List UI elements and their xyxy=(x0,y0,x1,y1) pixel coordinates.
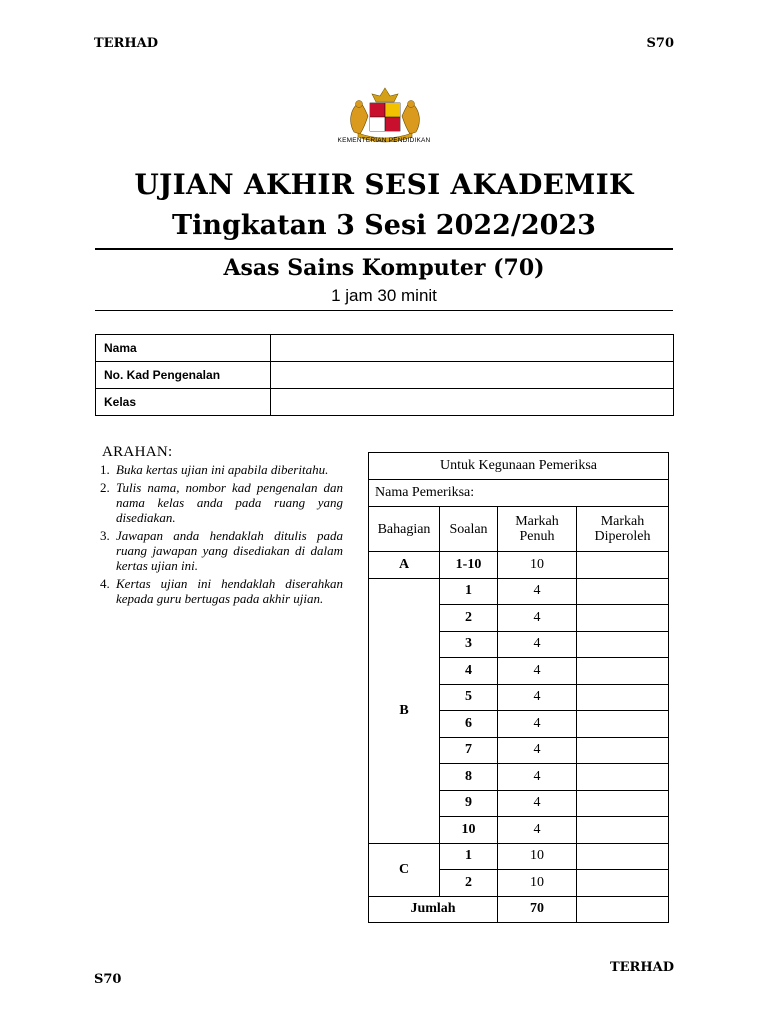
examiner-name-row xyxy=(369,480,669,507)
question-number: 2 xyxy=(440,870,498,897)
full-marks: 4 xyxy=(498,658,577,685)
question-number: 1-10 xyxy=(440,552,498,579)
exam-duration: 1 jam 30 minit xyxy=(331,286,437,305)
instruction-number: 4. xyxy=(100,576,110,591)
exam-title: UJIAN AKHIR SESI AKADEMIK xyxy=(134,168,634,201)
question-number: 9 xyxy=(440,790,498,817)
info-row-name xyxy=(96,335,674,362)
crest-caption: KEMENTERIAN PENDIDIKAN xyxy=(337,137,431,144)
marks-obtained-cell[interactable] xyxy=(577,790,669,817)
marks-obtained-cell[interactable] xyxy=(577,578,669,605)
marks-row-b xyxy=(369,578,669,605)
instruction-item xyxy=(100,480,343,525)
full-marks: 10 xyxy=(498,870,577,897)
marks-obtained-cell[interactable] xyxy=(577,552,669,579)
class-field[interactable] xyxy=(271,389,674,416)
exam-level-session: Tingkatan 3 Sesi 2022/2023 xyxy=(172,210,596,241)
title-divider xyxy=(95,248,673,250)
section-label: B xyxy=(369,578,440,843)
header-classification: TERHAD xyxy=(94,36,159,51)
marks-table-title-row xyxy=(369,453,669,480)
full-marks: 4 xyxy=(498,790,577,817)
instructions-heading: ARAHAN: xyxy=(102,444,173,460)
total-full-marks: 70 xyxy=(498,896,577,923)
marks-obtained-cell[interactable] xyxy=(577,684,669,711)
marks-obtained-cell[interactable] xyxy=(577,764,669,791)
instruction-item xyxy=(100,462,343,477)
marks-total-row xyxy=(369,896,669,923)
question-number: 8 xyxy=(440,764,498,791)
marks-obtained-cell[interactable] xyxy=(577,711,669,738)
total-obtained-cell[interactable] xyxy=(577,896,669,923)
full-marks: 4 xyxy=(498,711,577,738)
footer-paper-code: S70 xyxy=(94,972,122,987)
full-marks: 10 xyxy=(498,843,577,870)
subject-title: Asas Sains Komputer (70) xyxy=(223,255,545,281)
footer-classification: TERHAD xyxy=(609,960,674,975)
instruction-item xyxy=(100,528,343,573)
total-label: Jumlah xyxy=(369,896,498,923)
info-row-ic xyxy=(96,362,674,389)
question-number: 1 xyxy=(440,843,498,870)
instruction-text: Kertas ujian ini hendaklah diserahkan kepada guru bertugas pada akhir ujian. xyxy=(116,576,343,606)
question-number: 4 xyxy=(440,658,498,685)
info-label: No. Kad Pengenalan xyxy=(96,362,271,389)
marks-obtained-cell[interactable] xyxy=(577,817,669,844)
candidate-info-table xyxy=(95,334,674,416)
instruction-text: Tulis nama, nombor kad pengenalan dan nama kelas anda pada ruang yang disediakan. xyxy=(116,480,343,525)
instruction-text: Buka kertas ujian ini apabila diberitahu. xyxy=(116,462,329,477)
info-label: Kelas xyxy=(96,389,271,416)
question-number: 5 xyxy=(440,684,498,711)
header-full-marks: Markah Penuh xyxy=(498,507,577,552)
full-marks: 4 xyxy=(498,578,577,605)
info-label: Nama xyxy=(96,335,271,362)
full-marks: 10 xyxy=(498,552,577,579)
question-number: 1 xyxy=(440,578,498,605)
subject-divider xyxy=(95,310,673,311)
marks-obtained-cell[interactable] xyxy=(577,870,669,897)
marks-obtained-cell[interactable] xyxy=(577,737,669,764)
section-label: C xyxy=(369,843,440,896)
instruction-number: 1. xyxy=(100,462,110,477)
header-section: Bahagian xyxy=(369,507,440,552)
ic-number-field[interactable] xyxy=(271,362,674,389)
marks-row-a xyxy=(369,552,669,579)
full-marks: 4 xyxy=(498,684,577,711)
full-marks: 4 xyxy=(498,737,577,764)
marks-obtained-cell[interactable] xyxy=(577,843,669,870)
instruction-number: 3. xyxy=(100,528,110,543)
instructions-list xyxy=(100,462,343,609)
instruction-text: Jawapan anda hendaklah ditulis pada ruang jawapan yang disediakan di dalam kertas ujian ini. xyxy=(116,528,343,573)
name-field[interactable] xyxy=(271,335,674,362)
section-label: A xyxy=(369,552,440,579)
instruction-number: 2. xyxy=(100,480,110,495)
full-marks: 4 xyxy=(498,605,577,632)
examiner-name-field[interactable]: Nama Pemeriksa: xyxy=(369,480,669,507)
marks-obtained-cell[interactable] xyxy=(577,631,669,658)
header-marks-obtained: Markah Diperoleh xyxy=(577,507,669,552)
examiner-marks-table xyxy=(368,452,669,923)
instruction-item xyxy=(100,576,343,606)
marks-obtained-cell[interactable] xyxy=(577,658,669,685)
question-number: 3 xyxy=(440,631,498,658)
question-number: 2 xyxy=(440,605,498,632)
marks-obtained-cell[interactable] xyxy=(577,605,669,632)
full-marks: 4 xyxy=(498,764,577,791)
full-marks: 4 xyxy=(498,817,577,844)
question-number: 6 xyxy=(440,711,498,738)
info-row-class xyxy=(96,389,674,416)
question-number: 7 xyxy=(440,737,498,764)
header-question: Soalan xyxy=(440,507,498,552)
header-paper-code: S70 xyxy=(646,36,674,51)
marks-table-title: Untuk Kegunaan Pemeriksa xyxy=(369,453,669,480)
question-number: 10 xyxy=(440,817,498,844)
marks-row-c xyxy=(369,843,669,870)
full-marks: 4 xyxy=(498,631,577,658)
marks-header-row xyxy=(369,507,669,552)
